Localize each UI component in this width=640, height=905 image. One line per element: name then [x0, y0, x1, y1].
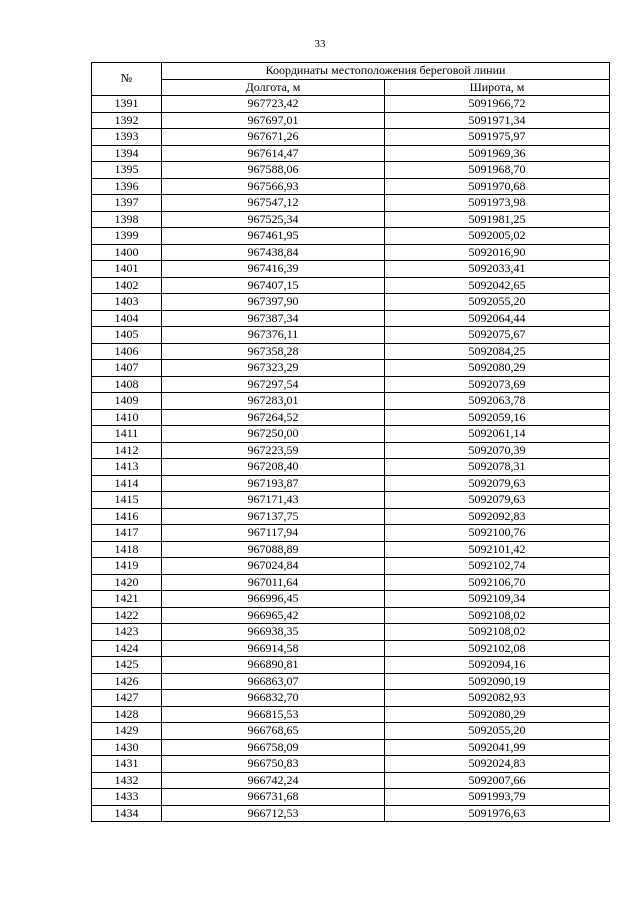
point-number-cell: 1431 — [92, 756, 162, 773]
coordinates-group-header: Координаты местоположения береговой линии — [162, 63, 610, 80]
table-row — [92, 657, 610, 674]
latitude-cell: 5091971,34 — [385, 112, 610, 129]
point-number-cell: 1408 — [92, 376, 162, 393]
longitude-cell: 967397,90 — [162, 294, 385, 311]
longitude-cell: 966750,83 — [162, 756, 385, 773]
latitude-cell: 5092102,08 — [385, 640, 610, 657]
table-row — [92, 475, 610, 492]
latitude-cell: 5091975,97 — [385, 129, 610, 146]
table-row — [92, 690, 610, 707]
point-number-cell: 1415 — [92, 492, 162, 509]
latitude-cell: 5092064,44 — [385, 310, 610, 327]
latitude-cell: 5092079,63 — [385, 475, 610, 492]
longitude-cell: 967250,00 — [162, 426, 385, 443]
table-row — [92, 376, 610, 393]
table-row — [92, 640, 610, 657]
point-number-cell: 1418 — [92, 541, 162, 558]
number-column-header: № — [92, 63, 162, 96]
table-row — [92, 195, 610, 212]
latitude-cell: 5092080,29 — [385, 706, 610, 723]
point-number-cell: 1416 — [92, 508, 162, 525]
table-row — [92, 442, 610, 459]
point-number-cell: 1402 — [92, 277, 162, 294]
latitude-cell: 5092092,83 — [385, 508, 610, 525]
table-row — [92, 178, 610, 195]
point-number-cell: 1411 — [92, 426, 162, 443]
longitude-cell: 967011,64 — [162, 574, 385, 591]
longitude-cell: 967525,34 — [162, 211, 385, 228]
latitude-cell: 5092061,14 — [385, 426, 610, 443]
table-row — [92, 129, 610, 146]
point-number-cell: 1420 — [92, 574, 162, 591]
table-row — [92, 327, 610, 344]
latitude-cell: 5092109,34 — [385, 591, 610, 608]
latitude-cell: 5092055,20 — [385, 294, 610, 311]
table-row — [92, 607, 610, 624]
latitude-cell: 5092106,70 — [385, 574, 610, 591]
table-row — [92, 310, 610, 327]
point-number-cell: 1396 — [92, 178, 162, 195]
page-number: 33 — [314, 38, 326, 50]
longitude-cell: 966832,70 — [162, 690, 385, 707]
latitude-cell: 5091976,63 — [385, 805, 610, 822]
longitude-cell: 967323,29 — [162, 360, 385, 377]
latitude-cell: 5091969,36 — [385, 145, 610, 162]
longitude-cell: 966996,45 — [162, 591, 385, 608]
table-row — [92, 228, 610, 245]
table-body — [92, 96, 610, 822]
longitude-cell: 967171,43 — [162, 492, 385, 509]
table-row — [92, 492, 610, 509]
point-number-cell: 1399 — [92, 228, 162, 245]
table-row — [92, 96, 610, 113]
latitude-cell: 5092108,02 — [385, 607, 610, 624]
longitude-cell: 966914,58 — [162, 640, 385, 657]
table-row — [92, 508, 610, 525]
point-number-cell: 1397 — [92, 195, 162, 212]
point-number-cell: 1407 — [92, 360, 162, 377]
longitude-cell: 967416,39 — [162, 261, 385, 278]
table-row — [92, 409, 610, 426]
table-row — [92, 574, 610, 591]
longitude-cell: 967588,06 — [162, 162, 385, 179]
longitude-cell: 966742,24 — [162, 772, 385, 789]
latitude-cell: 5092078,31 — [385, 459, 610, 476]
longitude-cell: 967358,28 — [162, 343, 385, 360]
point-number-cell: 1401 — [92, 261, 162, 278]
table-row — [92, 673, 610, 690]
latitude-cell: 5092041,99 — [385, 739, 610, 756]
longitude-cell: 967547,12 — [162, 195, 385, 212]
table-row — [92, 162, 610, 179]
longitude-cell: 967461,95 — [162, 228, 385, 245]
longitude-cell: 967614,47 — [162, 145, 385, 162]
point-number-cell: 1424 — [92, 640, 162, 657]
longitude-cell: 967566,93 — [162, 178, 385, 195]
longitude-cell: 967297,54 — [162, 376, 385, 393]
longitude-cell: 967088,89 — [162, 541, 385, 558]
longitude-cell: 967438,84 — [162, 244, 385, 261]
point-number-cell: 1391 — [92, 96, 162, 113]
latitude-cell: 5091973,98 — [385, 195, 610, 212]
latitude-cell: 5092101,42 — [385, 541, 610, 558]
point-number-cell: 1410 — [92, 409, 162, 426]
table-row — [92, 112, 610, 129]
longitude-cell: 967264,52 — [162, 409, 385, 426]
point-number-cell: 1395 — [92, 162, 162, 179]
longitude-column-header: Долгота, м — [162, 79, 385, 96]
latitude-cell: 5091968,70 — [385, 162, 610, 179]
longitude-cell: 966758,09 — [162, 739, 385, 756]
longitude-cell: 966938,35 — [162, 624, 385, 641]
point-number-cell: 1409 — [92, 393, 162, 410]
point-number-cell: 1404 — [92, 310, 162, 327]
table-row — [92, 459, 610, 476]
table-row — [92, 211, 610, 228]
longitude-cell: 966965,42 — [162, 607, 385, 624]
latitude-cell: 5092075,67 — [385, 327, 610, 344]
latitude-cell: 5092094,16 — [385, 657, 610, 674]
point-number-cell: 1417 — [92, 525, 162, 542]
table-row — [92, 426, 610, 443]
point-number-cell: 1406 — [92, 343, 162, 360]
latitude-cell: 5092079,63 — [385, 492, 610, 509]
longitude-cell: 967117,94 — [162, 525, 385, 542]
table-row — [92, 739, 610, 756]
latitude-cell: 5092033,41 — [385, 261, 610, 278]
latitude-cell: 5092084,25 — [385, 343, 610, 360]
table-row — [92, 805, 610, 822]
table-header — [92, 63, 610, 96]
latitude-cell: 5092108,02 — [385, 624, 610, 641]
longitude-cell: 967283,01 — [162, 393, 385, 410]
longitude-cell: 966731,68 — [162, 789, 385, 806]
table-row — [92, 244, 610, 261]
longitude-cell: 966815,53 — [162, 706, 385, 723]
point-number-cell: 1434 — [92, 805, 162, 822]
point-number-cell: 1429 — [92, 723, 162, 740]
latitude-cell: 5091966,72 — [385, 96, 610, 113]
latitude-cell: 5092024,83 — [385, 756, 610, 773]
latitude-cell: 5092082,93 — [385, 690, 610, 707]
point-number-cell: 1426 — [92, 673, 162, 690]
point-number-cell: 1432 — [92, 772, 162, 789]
table-row — [92, 393, 610, 410]
table-row — [92, 277, 610, 294]
point-number-cell: 1412 — [92, 442, 162, 459]
longitude-cell: 967723,42 — [162, 96, 385, 113]
point-number-cell: 1433 — [92, 789, 162, 806]
longitude-cell: 967671,26 — [162, 129, 385, 146]
longitude-cell: 967223,59 — [162, 442, 385, 459]
latitude-cell: 5092073,69 — [385, 376, 610, 393]
longitude-cell: 967376,11 — [162, 327, 385, 344]
point-number-cell: 1405 — [92, 327, 162, 344]
latitude-cell: 5092090,19 — [385, 673, 610, 690]
point-number-cell: 1422 — [92, 607, 162, 624]
table-row — [92, 343, 610, 360]
latitude-cell: 5092080,29 — [385, 360, 610, 377]
longitude-cell: 967387,34 — [162, 310, 385, 327]
latitude-cell: 5092055,20 — [385, 723, 610, 740]
latitude-cell: 5092007,66 — [385, 772, 610, 789]
point-number-cell: 1400 — [92, 244, 162, 261]
latitude-cell: 5092063,78 — [385, 393, 610, 410]
latitude-cell: 5092005,02 — [385, 228, 610, 245]
point-number-cell: 1414 — [92, 475, 162, 492]
table-row — [92, 706, 610, 723]
latitude-cell: 5092016,90 — [385, 244, 610, 261]
latitude-column-header: Широта, м — [385, 79, 610, 96]
table-row — [92, 756, 610, 773]
point-number-cell: 1425 — [92, 657, 162, 674]
longitude-cell: 967024,84 — [162, 558, 385, 575]
table-row — [92, 558, 610, 575]
table-row — [92, 772, 610, 789]
table-row — [92, 360, 610, 377]
table-row — [92, 624, 610, 641]
point-number-cell: 1393 — [92, 129, 162, 146]
longitude-cell: 967407,15 — [162, 277, 385, 294]
point-number-cell: 1419 — [92, 558, 162, 575]
coordinates-table — [91, 62, 610, 822]
longitude-cell: 967193,87 — [162, 475, 385, 492]
latitude-cell: 5092100,76 — [385, 525, 610, 542]
longitude-cell: 967137,75 — [162, 508, 385, 525]
point-number-cell: 1421 — [92, 591, 162, 608]
longitude-cell: 966712,53 — [162, 805, 385, 822]
point-number-cell: 1403 — [92, 294, 162, 311]
latitude-cell: 5092102,74 — [385, 558, 610, 575]
latitude-cell: 5092059,16 — [385, 409, 610, 426]
table-row — [92, 541, 610, 558]
point-number-cell: 1394 — [92, 145, 162, 162]
table-row — [92, 789, 610, 806]
point-number-cell: 1427 — [92, 690, 162, 707]
latitude-cell: 5092042,65 — [385, 277, 610, 294]
table-row — [92, 723, 610, 740]
table-row — [92, 261, 610, 278]
table-row — [92, 591, 610, 608]
point-number-cell: 1392 — [92, 112, 162, 129]
point-number-cell: 1423 — [92, 624, 162, 641]
table-row — [92, 525, 610, 542]
point-number-cell: 1430 — [92, 739, 162, 756]
longitude-cell: 966863,07 — [162, 673, 385, 690]
latitude-cell: 5092070,39 — [385, 442, 610, 459]
latitude-cell: 5091970,68 — [385, 178, 610, 195]
latitude-cell: 5091981,25 — [385, 211, 610, 228]
point-number-cell: 1428 — [92, 706, 162, 723]
longitude-cell: 966768,65 — [162, 723, 385, 740]
point-number-cell: 1398 — [92, 211, 162, 228]
point-number-cell: 1413 — [92, 459, 162, 476]
longitude-cell: 966890,81 — [162, 657, 385, 674]
latitude-cell: 5091993,79 — [385, 789, 610, 806]
longitude-cell: 967697,01 — [162, 112, 385, 129]
table-row — [92, 145, 610, 162]
longitude-cell: 967208,40 — [162, 459, 385, 476]
table-row — [92, 294, 610, 311]
